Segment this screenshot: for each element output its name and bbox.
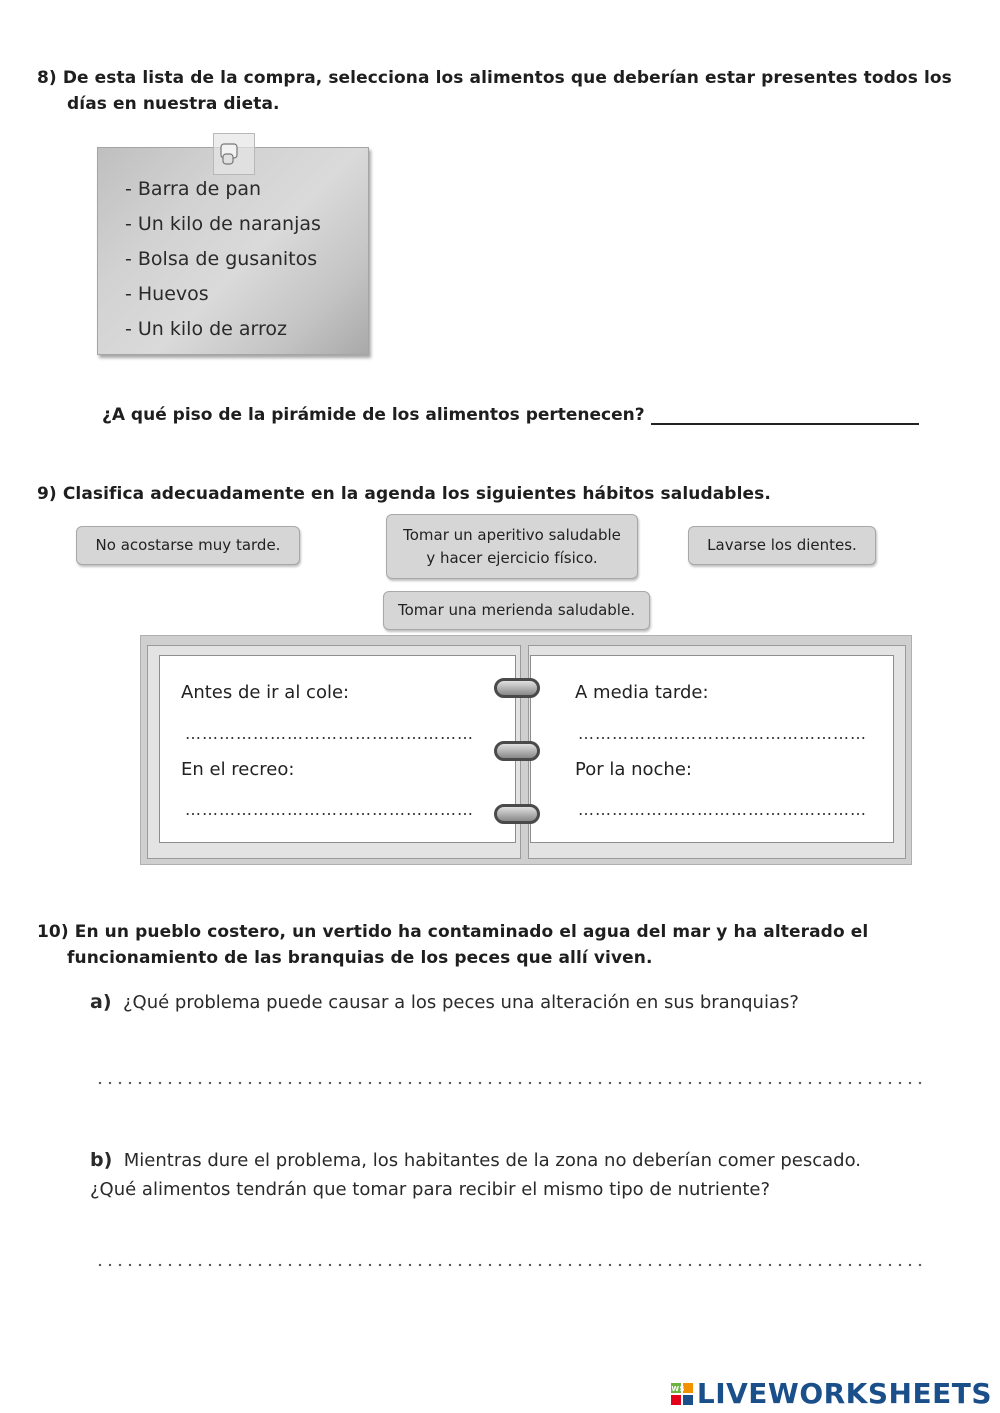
chip-merienda[interactable]: Tomar una merienda saludable. xyxy=(383,591,650,630)
pyramid-answer-field[interactable] xyxy=(651,405,919,425)
list-item[interactable]: - Bolsa de gusanitos xyxy=(125,248,318,270)
question-9-title: 9) Clasifica adecuadamente en la agenda los siguientes hábitos saludables. xyxy=(37,484,771,504)
list-item[interactable]: - Un kilo de naranjas xyxy=(125,213,321,235)
list-item[interactable]: - Barra de pan xyxy=(125,178,262,200)
liveworksheets-logo: LWS LIVEWORKSHEETS xyxy=(666,1377,992,1410)
agenda-label-recess: En el recreo: xyxy=(181,759,295,780)
agenda-field-before-school[interactable]: …………………………………………… xyxy=(185,724,474,743)
liveworksheets-logo-icon xyxy=(666,1383,693,1405)
shopping-list xyxy=(125,172,321,347)
answer-field-10a[interactable] xyxy=(95,1081,925,1085)
question-8-title: 8) De esta lista de la compra, selecciona los alimentos que deberían estar presentes todos los días en nuestra dieta. xyxy=(37,68,952,114)
chip-no-acostarse[interactable]: No acostarse muy tarde. xyxy=(76,526,300,565)
ring-icon xyxy=(494,741,540,761)
ring-icon xyxy=(494,804,540,824)
agenda-field-night[interactable]: …………………………………………… xyxy=(578,800,867,819)
question-10b: b) Mientras dure el problema, los habitantes de la zona no deberían comer pescado. ¿Qué alimentos tendrán que tomar para recibir el mismo tipo de nutriente? xyxy=(90,1149,862,1200)
pin-icon xyxy=(213,133,255,175)
svg-text:LWS: LWS xyxy=(666,1384,685,1393)
answer-field-10b[interactable] xyxy=(95,1263,925,1267)
agenda-field-afternoon[interactable]: …………………………………………… xyxy=(578,724,867,743)
question-10-title: 10) En un pueblo costero, un vertido ha contaminado el agua del mar y ha alterado el funcionamiento de las branquias de los peces que allí viven. xyxy=(37,922,869,968)
ring-icon xyxy=(494,678,540,698)
agenda-label-afternoon: A media tarde: xyxy=(575,682,709,703)
agenda-label-night: Por la noche: xyxy=(575,759,692,780)
agenda-label-before-school: Antes de ir al cole: xyxy=(181,682,350,703)
chip-aperitivo[interactable]: Tomar un aperitivo saludable y hacer ejercicio físico. xyxy=(386,514,638,579)
list-item[interactable]: - Un kilo de arroz xyxy=(125,318,288,340)
agenda-field-recess[interactable]: …………………………………………… xyxy=(185,800,474,819)
chip-lavarse-dientes[interactable]: Lavarse los dientes. xyxy=(688,526,876,565)
list-item[interactable]: - Huevos xyxy=(125,283,209,305)
question-10a: a) ¿Qué problema puede causar a los peces una alteración en sus branquias? xyxy=(90,991,799,1013)
pyramid-question: ¿A qué piso de la pirámide de los alimentos pertenecen? xyxy=(102,405,919,425)
